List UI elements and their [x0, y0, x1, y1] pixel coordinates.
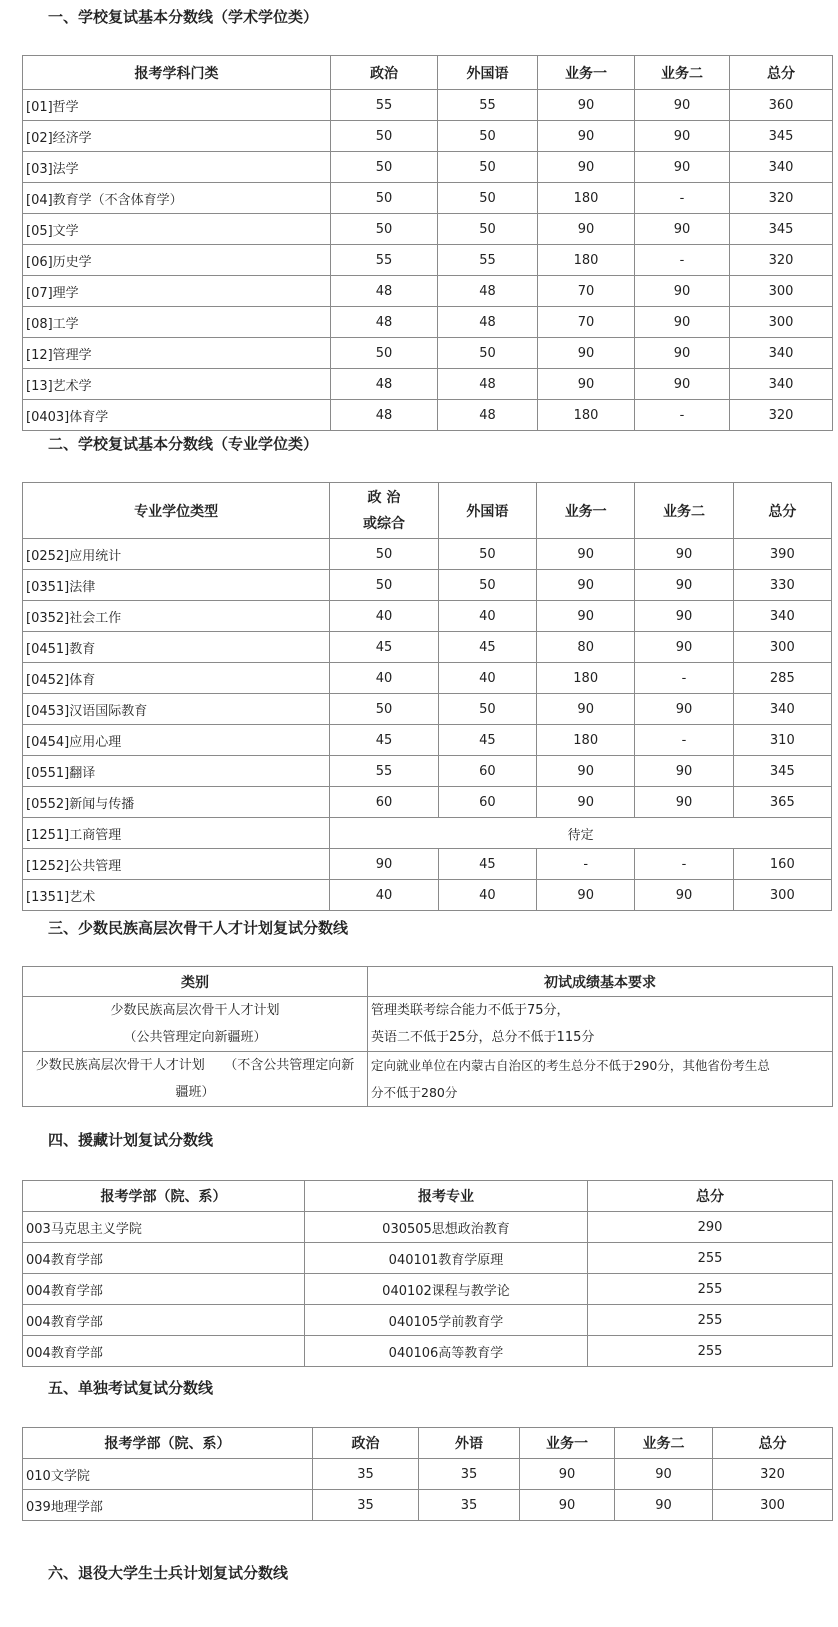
row-label: [01]哲学 — [23, 90, 331, 121]
table-row — [23, 632, 832, 663]
table-row — [23, 214, 833, 245]
row-label: [1351]艺术 — [23, 880, 330, 911]
table-cell: 60 — [330, 787, 439, 818]
row-label: [0551]翻译 — [23, 756, 330, 787]
table-cell: 90 — [330, 849, 439, 880]
column-header — [330, 483, 439, 539]
table-cell: 300 — [733, 632, 831, 663]
table-cell: 50 — [438, 338, 538, 369]
separate-exam-table — [22, 1427, 833, 1521]
table-cell: 90 — [520, 1459, 615, 1490]
table-cell: 90 — [635, 90, 730, 121]
table-header-row — [23, 56, 833, 90]
row-label: 003马克思主义学院 — [23, 1212, 305, 1243]
cell-line: 疆班） — [175, 1085, 215, 1100]
table-cell: 80 — [537, 632, 635, 663]
column-header: 政治 — [331, 56, 438, 90]
row-label: [0403]体育学 — [23, 400, 331, 431]
table-header-row — [23, 967, 833, 997]
table-cell: 50 — [331, 152, 438, 183]
table-cell: 90 — [538, 90, 635, 121]
table-cell: 45 — [330, 725, 439, 756]
professional-degree-table — [22, 482, 832, 911]
table-cell: - — [635, 183, 730, 214]
table-cell: 90 — [537, 601, 635, 632]
column-header: 总分 — [730, 56, 833, 90]
column-header: 政治 — [313, 1428, 419, 1459]
table-row — [23, 1490, 833, 1521]
table-row — [23, 400, 833, 431]
row-label: [02]经济学 — [23, 121, 331, 152]
table-cell: 255 — [588, 1243, 833, 1274]
table-cell: 50 — [438, 121, 538, 152]
table-row — [23, 369, 833, 400]
category-cell — [23, 997, 368, 1052]
column-header: 外国语 — [438, 483, 536, 539]
column-header: 业务一 — [537, 483, 635, 539]
cell-line: 定向就业单位在内蒙古自治区的考生总分不低于290分，其他省份考生总 — [371, 1058, 770, 1073]
table-cell: 300 — [730, 307, 833, 338]
row-label: [1251]工商管理 — [23, 818, 330, 849]
row-label: [07]理学 — [23, 276, 331, 307]
section-4-title: 四、援藏计划复试分数线 — [48, 1131, 214, 1149]
table-cell: 180 — [537, 663, 635, 694]
table-cell: 345 — [733, 756, 831, 787]
section-2-title: 二、学校复试基本分数线（专业学位类） — [48, 435, 319, 453]
table-row — [23, 1459, 833, 1490]
table-cell: 90 — [635, 570, 733, 601]
table-cell: 90 — [537, 756, 635, 787]
table-cell: 48 — [331, 400, 438, 431]
table-cell: 90 — [635, 276, 730, 307]
row-label: [0552]新闻与传播 — [23, 787, 330, 818]
table-cell: 040105学前教育学 — [305, 1305, 588, 1336]
table-row — [23, 787, 832, 818]
table-cell: 40 — [438, 880, 536, 911]
table-cell: 180 — [537, 725, 635, 756]
table-cell: 90 — [635, 880, 733, 911]
table-cell: 90 — [635, 369, 730, 400]
table-cell: 48 — [438, 369, 538, 400]
table-cell: 300 — [733, 880, 831, 911]
table-cell: 90 — [520, 1490, 615, 1521]
table-cell: 48 — [331, 276, 438, 307]
section-1-title: 一、学校复试基本分数线（学术学位类） — [48, 8, 319, 26]
table-cell: 55 — [438, 90, 538, 121]
table-cell: 90 — [538, 152, 635, 183]
row-label: [05]文学 — [23, 214, 331, 245]
table-cell: 50 — [330, 694, 439, 725]
row-label: [0252]应用统计 — [23, 539, 330, 570]
row-label: [13]艺术学 — [23, 369, 331, 400]
table-row — [23, 276, 833, 307]
table-cell: 345 — [730, 121, 833, 152]
table-cell: 90 — [635, 152, 730, 183]
table-cell: 040102课程与教学论 — [305, 1274, 588, 1305]
column-header: 报考学部（院、系） — [23, 1181, 305, 1212]
table-row — [23, 539, 832, 570]
table-cell: 90 — [537, 880, 635, 911]
section-3-title: 三、少数民族高层次骨干人才计划复试分数线 — [48, 919, 349, 937]
table-cell: 50 — [330, 539, 439, 570]
table-header-row — [23, 1428, 833, 1459]
table-cell: 340 — [733, 601, 831, 632]
table-cell: - — [635, 245, 730, 276]
table-row — [23, 1274, 833, 1305]
minority-plan-table — [22, 966, 833, 1107]
table-cell: 90 — [635, 338, 730, 369]
table-cell: 60 — [438, 756, 536, 787]
table-cell: 90 — [635, 214, 730, 245]
table-row — [23, 849, 832, 880]
table-header-row — [23, 1181, 833, 1212]
table-cell: 360 — [730, 90, 833, 121]
section-5-title: 五、单独考试复试分数线 — [48, 1379, 214, 1397]
table-row — [23, 997, 833, 1052]
table-cell: 40 — [330, 601, 439, 632]
column-header: 初试成绩基本要求 — [368, 967, 833, 997]
table-cell: 50 — [438, 694, 536, 725]
cell-line: 管理类联考综合能力不低于75分， — [371, 1003, 570, 1018]
table-cell: 55 — [331, 90, 438, 121]
row-label: 004教育学部 — [23, 1305, 305, 1336]
table-cell: 90 — [537, 694, 635, 725]
row-label: [0352]社会工作 — [23, 601, 330, 632]
table-cell: 320 — [730, 400, 833, 431]
table-header-row — [23, 483, 832, 539]
header-line: 或综合 — [362, 515, 405, 532]
row-label: 004教育学部 — [23, 1274, 305, 1305]
column-header: 业务一 — [520, 1428, 615, 1459]
cell-line: 少数民族高层次骨干人才计划 （不含公共管理定向新 — [35, 1058, 355, 1073]
table-cell: 180 — [538, 400, 635, 431]
table-cell: 60 — [438, 787, 536, 818]
table-row — [23, 663, 832, 694]
column-header: 类别 — [23, 967, 368, 997]
table-row — [23, 307, 833, 338]
table-row — [23, 756, 832, 787]
table-cell: 45 — [330, 632, 439, 663]
table-cell: 255 — [588, 1305, 833, 1336]
table-cell: - — [635, 663, 733, 694]
table-row — [23, 818, 832, 849]
academic-degree-table — [22, 55, 833, 431]
table-row — [23, 245, 833, 276]
table-cell: 48 — [331, 307, 438, 338]
table-cell: - — [635, 725, 733, 756]
table-cell: 255 — [588, 1274, 833, 1305]
table-cell: 90 — [635, 756, 733, 787]
table-cell: 330 — [733, 570, 831, 601]
table-cell: 340 — [730, 152, 833, 183]
table-row — [23, 880, 832, 911]
table-row — [23, 1336, 833, 1367]
table-cell: 90 — [538, 214, 635, 245]
table-cell: 320 — [730, 183, 833, 214]
row-label: [04]教育学（不含体育学） — [23, 183, 331, 214]
table-cell: 48 — [438, 276, 538, 307]
cell-line: 少数民族高层次骨干人才计划 — [110, 1003, 280, 1018]
table-cell: 300 — [713, 1490, 833, 1521]
column-header: 专业学位类型 — [23, 483, 330, 539]
table-cell: 50 — [331, 183, 438, 214]
table-cell: - — [635, 849, 733, 880]
row-label: [0453]汉语国际教育 — [23, 694, 330, 725]
table-cell: 45 — [438, 725, 536, 756]
table-row — [23, 570, 832, 601]
table-cell: 50 — [438, 539, 536, 570]
table-cell: 90 — [538, 369, 635, 400]
column-header: 业务二 — [635, 483, 733, 539]
table-cell: 50 — [438, 183, 538, 214]
table-cell: 320 — [713, 1459, 833, 1490]
table-cell: 030505思想政治教育 — [305, 1212, 588, 1243]
table-cell: 390 — [733, 539, 831, 570]
table-cell: 90 — [635, 307, 730, 338]
cell-line: 分不低于280分 — [371, 1085, 458, 1100]
table-cell: 90 — [537, 787, 635, 818]
column-header: 业务一 — [538, 56, 635, 90]
table-cell: 310 — [733, 725, 831, 756]
table-cell: 90 — [635, 694, 733, 725]
table-cell: 40 — [330, 663, 439, 694]
cell-line: 英语二不低于25分，总分不低于115分 — [371, 1030, 595, 1045]
column-header: 外语 — [419, 1428, 520, 1459]
column-header: 总分 — [713, 1428, 833, 1459]
table-cell: 35 — [419, 1490, 520, 1521]
pending-cell: 待定 — [330, 818, 832, 849]
table-cell: 35 — [313, 1459, 419, 1490]
row-label: [0454]应用心理 — [23, 725, 330, 756]
table-cell: 90 — [635, 787, 733, 818]
column-header: 业务二 — [635, 56, 730, 90]
table-cell: 55 — [330, 756, 439, 787]
table-cell: 90 — [615, 1490, 713, 1521]
row-label: 004教育学部 — [23, 1336, 305, 1367]
table-cell: 40 — [438, 601, 536, 632]
row-label: [03]法学 — [23, 152, 331, 183]
table-row — [23, 90, 833, 121]
table-row — [23, 152, 833, 183]
table-cell: 90 — [635, 601, 733, 632]
table-cell: 50 — [438, 152, 538, 183]
table-cell: - — [635, 400, 730, 431]
table-cell: 90 — [537, 539, 635, 570]
row-label: [12]管理学 — [23, 338, 331, 369]
table-cell: 340 — [730, 369, 833, 400]
table-cell: 48 — [438, 307, 538, 338]
table-cell: 50 — [330, 570, 439, 601]
table-row — [23, 1305, 833, 1336]
table-cell: 50 — [331, 121, 438, 152]
row-label: [0351]法律 — [23, 570, 330, 601]
table-cell: 340 — [730, 338, 833, 369]
table-cell: 90 — [538, 338, 635, 369]
table-cell: 50 — [438, 214, 538, 245]
row-label: 004教育学部 — [23, 1243, 305, 1274]
table-cell: 90 — [538, 121, 635, 152]
table-cell: 50 — [438, 570, 536, 601]
category-cell — [23, 1052, 368, 1107]
table-cell: 90 — [635, 632, 733, 663]
requirement-cell — [368, 1052, 833, 1107]
table-cell: 45 — [438, 632, 536, 663]
table-cell: 55 — [438, 245, 538, 276]
column-header: 报考学部（院、系） — [23, 1428, 313, 1459]
table-row — [23, 183, 833, 214]
column-header: 报考学科门类 — [23, 56, 331, 90]
row-label: [0452]体育 — [23, 663, 330, 694]
table-cell: 290 — [588, 1212, 833, 1243]
table-cell: - — [537, 849, 635, 880]
table-row — [23, 1052, 833, 1107]
table-cell: 90 — [615, 1459, 713, 1490]
table-cell: 365 — [733, 787, 831, 818]
cell-line: （公共管理定向新疆班） — [123, 1030, 267, 1045]
table-cell: 90 — [537, 570, 635, 601]
table-cell: 55 — [331, 245, 438, 276]
table-cell: 255 — [588, 1336, 833, 1367]
column-header: 总分 — [588, 1181, 833, 1212]
table-cell: 300 — [730, 276, 833, 307]
table-cell: 45 — [438, 849, 536, 880]
row-label: 039地理学部 — [23, 1490, 313, 1521]
table-cell: 90 — [635, 121, 730, 152]
table-cell: 40 — [438, 663, 536, 694]
table-cell: 48 — [331, 369, 438, 400]
table-cell: 180 — [538, 245, 635, 276]
tibet-aid-table — [22, 1180, 833, 1367]
header-line: 政 治 — [367, 489, 401, 506]
table-cell: 160 — [733, 849, 831, 880]
table-row — [23, 338, 833, 369]
table-row — [23, 1212, 833, 1243]
table-cell: 40 — [330, 880, 439, 911]
table-cell: 70 — [538, 276, 635, 307]
table-cell: 345 — [730, 214, 833, 245]
table-cell: 70 — [538, 307, 635, 338]
column-header: 外国语 — [438, 56, 538, 90]
table-row — [23, 725, 832, 756]
column-header: 报考专业 — [305, 1181, 588, 1212]
table-cell: 50 — [331, 338, 438, 369]
table-cell: 48 — [438, 400, 538, 431]
table-cell: 35 — [313, 1490, 419, 1521]
table-cell: 320 — [730, 245, 833, 276]
section-6-title: 六、退役大学生士兵计划复试分数线 — [48, 1564, 289, 1582]
table-cell: 285 — [733, 663, 831, 694]
table-cell: 50 — [331, 214, 438, 245]
table-row — [23, 601, 832, 632]
table-cell: 35 — [419, 1459, 520, 1490]
column-header: 业务二 — [615, 1428, 713, 1459]
table-cell: 90 — [635, 539, 733, 570]
table-cell: 040106高等教育学 — [305, 1336, 588, 1367]
row-label: 010文学院 — [23, 1459, 313, 1490]
table-cell: 040101教育学原理 — [305, 1243, 588, 1274]
table-cell: 340 — [733, 694, 831, 725]
row-label: [06]历史学 — [23, 245, 331, 276]
table-row — [23, 1243, 833, 1274]
table-row — [23, 121, 833, 152]
row-label: [0451]教育 — [23, 632, 330, 663]
table-row — [23, 694, 832, 725]
requirement-cell — [368, 997, 833, 1052]
column-header: 总分 — [733, 483, 831, 539]
row-label: [1252]公共管理 — [23, 849, 330, 880]
table-cell: 180 — [538, 183, 635, 214]
row-label: [08]工学 — [23, 307, 331, 338]
